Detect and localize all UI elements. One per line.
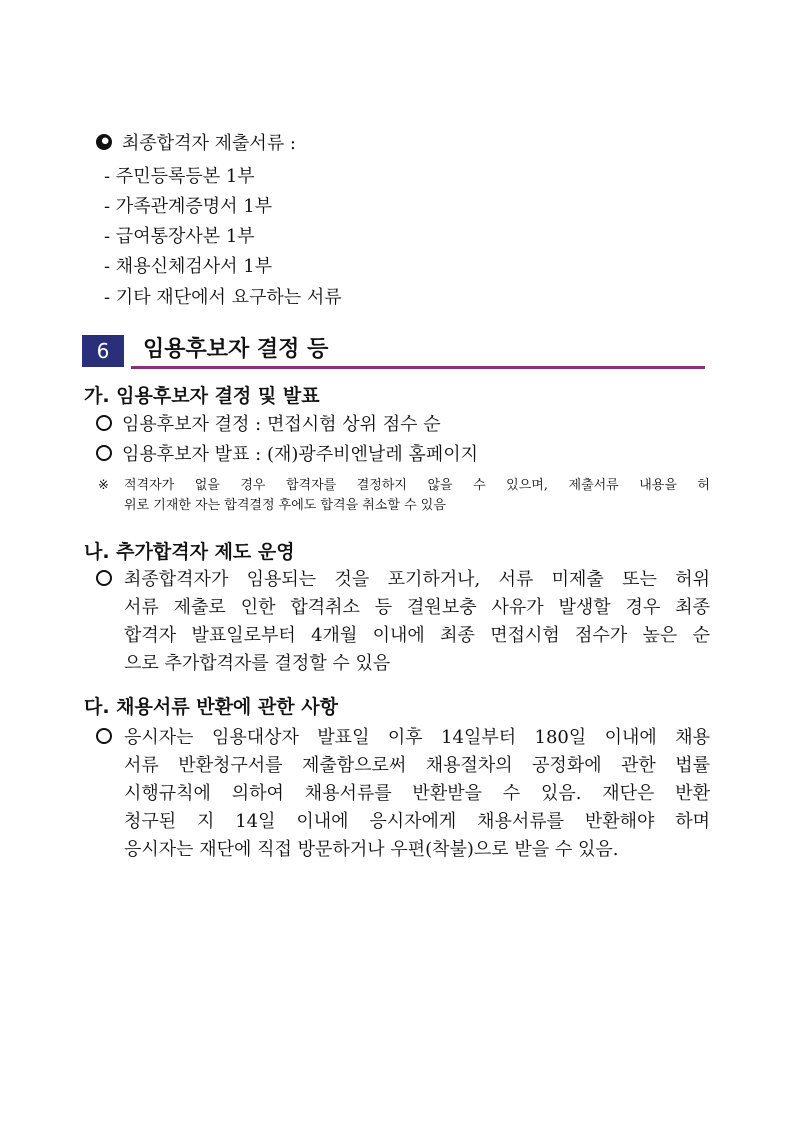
section-title: 임용후보자 결정 등 [143, 337, 329, 362]
paragraph [124, 566, 710, 678]
list-item: - 급여통장사본 1부 [104, 226, 255, 247]
subsection-b-title: 나. 추가합격자 제도 운영 [84, 541, 295, 563]
paragraph-line: 청구된 지 14일 이내에 응시자에게 채용서류를 반환해야 하며 [124, 811, 710, 832]
section-divider [131, 366, 705, 369]
circle-bullet-icon-wrap [96, 727, 122, 749]
paragraph-line: 응시자는 재단에 직접 방문하거나 우편(착불)으로 받을 수 있음. [124, 839, 619, 860]
note-line: 적격자가 없을 경우 합격자를 결정하지 않을 수 있으며, 제출서류 내용을 허 [124, 478, 710, 493]
list-item [96, 414, 441, 436]
subsection-a-title: 가. 임용후보자 결정 및 발표 [84, 385, 320, 407]
paragraph-line: 응시자는 임용대상자 발표일 이후 14일부터 180일 이내에 채용 [124, 727, 710, 748]
paragraph-line: 합격자 발표일로부터 4개월 이내에 최종 면접시험 점수가 높은 순 [124, 625, 710, 646]
circle-bullet-icon [96, 445, 112, 461]
circle-bullet-icon [96, 570, 112, 586]
section-number-badge: 6 [82, 335, 124, 367]
subsection-c-title: 다. 채용서류 반환에 관한 사항 [84, 696, 338, 718]
note-block [124, 476, 710, 516]
list-item [96, 444, 478, 466]
list-item-text: 임용후보자 결정 : 면접시험 상위 점수 순 [122, 414, 441, 435]
paragraph-line: 서류 제출로 인한 합격취소 등 결원보충 사유가 발생할 경우 최종 [124, 597, 710, 618]
docs-heading: 최종합격자 제출서류 : [122, 133, 296, 154]
list-item: - 채용신체검사서 1부 [104, 256, 273, 277]
list-item: - 주민등록등본 1부 [104, 166, 255, 187]
circle-bullet-icon [96, 415, 112, 431]
paragraph-line: 서류 반환청구서를 제출함으로써 채용절차의 공정화에 관한 법률 [124, 755, 710, 776]
list-item: - 기타 재단에서 요구하는 서류 [104, 287, 342, 308]
paragraph-line: 시행규칙에 의하여 채용서류를 반환받을 수 있음. 재단은 반환 [124, 783, 710, 804]
note-line: 위로 기재한 자는 합격결정 후에도 합격을 취소할 수 있음 [124, 498, 446, 513]
note-mark: ※ [98, 478, 109, 493]
docs-heading-row [96, 133, 296, 155]
paragraph-line: 최종합격자가 임용되는 것을 포기하거나, 서류 미제출 또는 허위 [124, 569, 710, 590]
filled-circle-bullet-icon [96, 134, 112, 150]
circle-bullet-icon [96, 728, 112, 744]
list-item-text: 임용후보자 발표 : (재)광주비엔날레 홈페이지 [122, 444, 478, 465]
paragraph [124, 724, 710, 864]
circle-bullet-icon-wrap [96, 569, 122, 591]
list-item: - 가족관계증명서 1부 [104, 196, 273, 217]
paragraph-line: 으로 추가합격자를 결정할 수 있음 [124, 653, 391, 674]
